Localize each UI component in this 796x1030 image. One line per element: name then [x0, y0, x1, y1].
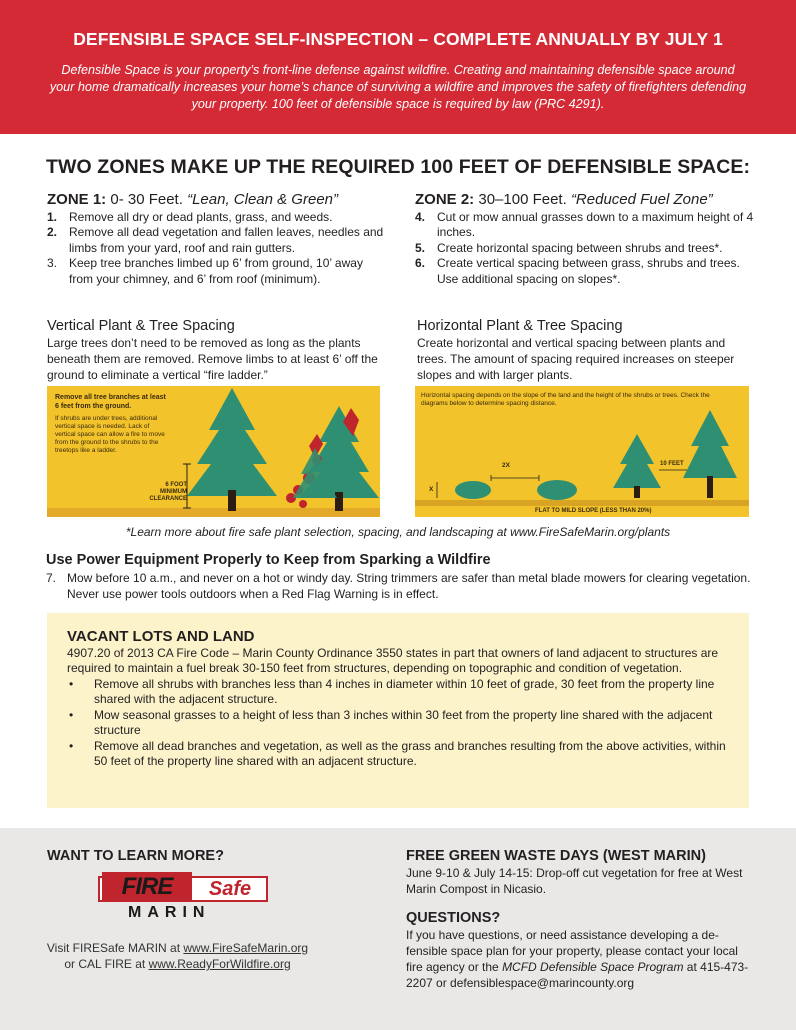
firesafe-marin-link[interactable]: www.FireSafeMarin.org — [183, 941, 309, 955]
horizontal-spacing-section — [417, 318, 757, 383]
green-waste-text: June 9-10 & July 14-15: Drop-off cut vegetation for free at West Marin Compost in Nicasio. — [406, 866, 743, 896]
main-title: TWO ZONES MAKE UP THE REQUIRED 100 FEET OF DEFENSIBLE SPACE: — [46, 156, 751, 178]
visit-prefix: Visit FIRESafe MARIN at — [46, 941, 184, 955]
header-banner — [0, 0, 796, 134]
list-item — [47, 210, 387, 226]
item-number: 1. — [47, 209, 58, 224]
right-info-block — [406, 848, 756, 991]
panel-note: Horizontal spacing depends on the slope of the land and the height of the shrubs or trees. Check the diagrams below to determine spacing distance. — [421, 392, 710, 407]
header-intro: Defensible Space is your property’s front-line defense against wildfire. Creating and maintaining defensible space around your home dramatically increases your home’s chance of surviving a wildfire and improves the safety of firefighters defending your property. 100 feet of defensible space is required by law (PRC 4291). — [49, 63, 747, 111]
vacant-lots-list — [67, 677, 727, 770]
zone2-label: ZONE 2: — [415, 191, 475, 208]
vacant-lots-box — [47, 613, 749, 808]
horizontal-spacing-text: Create horizontal and vertical spacing between plants and trees. The amount of spacing required increases on steeper slopes and with larger plants. — [417, 336, 735, 382]
list-item: • Remove all dead branches and vegetation, as well as the grass and branches resulting from the above activities, within 50 feet of the property line shared with an adjacent structure. — [67, 739, 727, 770]
vertical-spacing-title: Vertical Plant & Tree Spacing — [47, 318, 235, 334]
zone2-motto: “Reduced Fuel Zone” — [570, 191, 713, 208]
item-text: Keep tree branches limbed up 6’ from ground, 10’ away from your chimney, and 6’ from roof (minimum). — [69, 256, 363, 286]
item-number: 3. — [47, 256, 58, 270]
horizontal-spacing-drawing — [415, 386, 749, 517]
item-number: 7. — [46, 571, 57, 585]
item-number: 2. — [47, 225, 58, 239]
questions-title: QUESTIONS? — [406, 910, 501, 926]
calfire-prefix: or CAL FIRE at — [64, 957, 149, 971]
questions-text-b: at 415-473-2207 or defensiblespace@marincounty.org — [406, 960, 749, 990]
zone1-section — [47, 192, 387, 287]
plants-caption: *Learn more about fire safe plant selection, spacing, and landscaping at www.FireSafeMarin.org/plants — [125, 525, 671, 539]
vacant-lots-title: VACANT LOTS AND LAND — [67, 628, 255, 645]
zone1-motto: “Lean, Clean & Green” — [187, 191, 338, 208]
item-text: Remove all dry or dead plants, grass, and weeds. — [69, 209, 333, 224]
calfire-link[interactable]: www.ReadyForWildfire.org — [148, 957, 291, 971]
list-item — [47, 256, 387, 287]
questions-text-a: If you have questions, or need assistance developing a defensible space plan for your property, please contact your local fire agency or the — [406, 928, 738, 974]
item-number: 5. — [415, 240, 426, 255]
questions-program: MCFD Defensible Space Program — [502, 960, 684, 974]
label-x: X — [429, 486, 434, 493]
item-text: Cut or mow annual grasses down to a maximum height of 4 inches. — [437, 209, 754, 239]
zone2-range: 30–100 Feet. — [474, 191, 567, 208]
item-text: Create vertical spacing between grass, shrubs and trees. Use additional spacing on slopes*. — [437, 256, 740, 286]
item-number: 6. — [415, 256, 426, 270]
slope-label: FLAT TO MILD SLOPE (LESS THAN 20%) — [535, 508, 652, 514]
item-number: 4. — [415, 209, 426, 224]
questions-text — [406, 927, 756, 991]
firesafe-marin-logo — [98, 872, 278, 922]
list-item — [415, 241, 760, 257]
horizontal-spacing-illustration — [415, 386, 749, 517]
power-equipment-section — [46, 552, 756, 602]
zone1-label: ZONE 1: — [47, 191, 107, 208]
list-item — [415, 210, 760, 241]
list-item — [415, 256, 760, 287]
power-equipment-title: Use Power Equipment Properly to Keep from Sparking a Wildfire — [46, 552, 491, 568]
zone2-section — [415, 192, 760, 287]
zone1-range: 0- 30 Feet. — [106, 191, 183, 208]
zone2-heading — [415, 192, 760, 208]
zone1-list — [47, 210, 387, 288]
footer — [0, 828, 796, 1030]
horizontal-spacing-title: Horizontal Plant & Tree Spacing — [417, 318, 623, 334]
tree-spacing-drawing — [47, 386, 380, 517]
panel-note: If shrubs are under trees, additional vertical space is needed. Lack of vertical space can allow a fire to move from the ground to the shrubs to the treetops like a ladder. — [55, 415, 165, 454]
logo-safe-text: Safe — [208, 878, 252, 900]
item-text: Create horizontal spacing between shrubs and trees*. — [437, 240, 723, 255]
visit-links — [0, 940, 355, 972]
list-item: • Remove all shrubs with branches less than 4 inches in diameter within 10 feet of grade, 30 feet from the property line shared with the adjacent structure. — [67, 677, 727, 708]
vacant-lots-intro: 4907.20 of 2013 CA Fire Code – Marin County Ordinance 3550 states in part that owners of land adjacent to structures are required to maintain a fuel break 30-150 feet from structures, depending on topographic and condition of vegetation. — [67, 645, 719, 675]
list-item — [47, 225, 387, 256]
learn-more-title: WANT TO LEARN MORE? — [47, 848, 224, 864]
header-title: DEFENSIBLE SPACE SELF-INSPECTION – COMPLETE ANNUALLY BY JULY 1 — [73, 29, 723, 49]
clearance-label: 6 FOOT MINIMUM CLEARANCE — [149, 482, 187, 502]
panel-heading: Remove all tree branches at least 6 feet from the ground. — [55, 394, 166, 410]
vertical-spacing-illustration — [47, 386, 380, 517]
item-text: Remove all dead vegetation and fallen leaves, needles and limbs from your yard, roof and rain gutters. — [69, 225, 384, 255]
zone1-heading — [47, 192, 387, 208]
label-10-feet: 10 FEET — [660, 461, 684, 467]
label-2x: 2X — [502, 462, 510, 469]
logo-fire-text: FIRE — [102, 872, 192, 902]
logo-marin-text: MARIN — [128, 904, 211, 921]
vertical-spacing-section — [47, 318, 382, 383]
zone2-list — [415, 210, 760, 288]
list-item: • Mow seasonal grasses to a height of less than 3 inches within 30 feet from the property line shared with the adjacent structure — [67, 708, 727, 739]
item-text: Mow before 10 a.m., and never on a hot or windy day. String trimmers are safer than metal blade mowers for clearing vegetation. Never use power tools outdoors when a Red Flag Warning is in effect. — [67, 571, 751, 601]
vertical-spacing-text: Large trees don’t need to be removed as long as the plants beneath them are removed. Remove limbs to at least 6’ off the ground to eliminate a vertical “fire ladder.” — [47, 336, 378, 382]
learn-more-block — [47, 848, 337, 864]
list-item — [46, 570, 756, 602]
green-waste-title: FREE GREEN WASTE DAYS (WEST MARIN) — [406, 848, 706, 864]
